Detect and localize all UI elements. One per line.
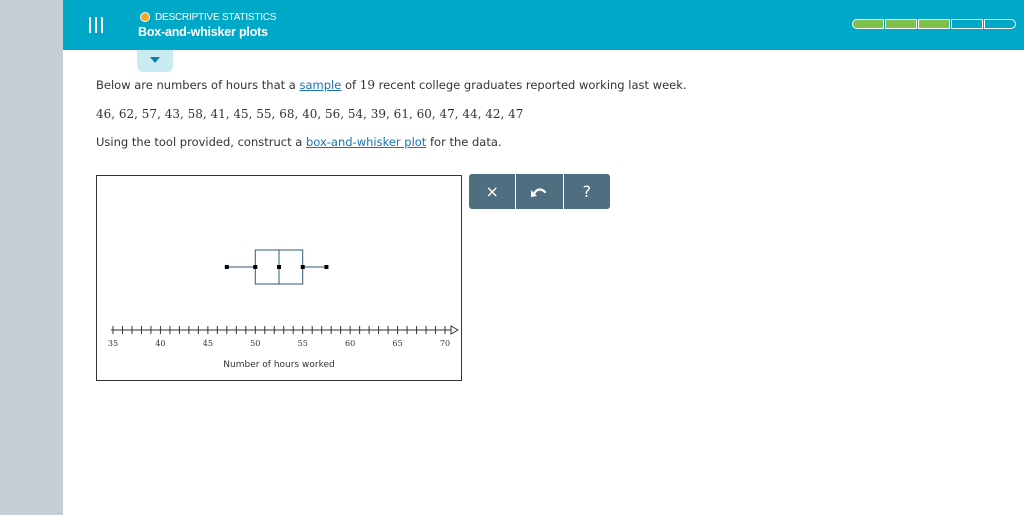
min-handle[interactable] (225, 265, 229, 269)
sample-link[interactable]: sample (299, 78, 342, 92)
progress-segment (951, 19, 983, 29)
tick-label: 35 (107, 339, 119, 348)
progress-segment (852, 19, 884, 29)
progress-segment (918, 19, 950, 29)
tool-buttons (469, 174, 610, 209)
hamburger-icon (89, 17, 91, 33)
problem-statement: Below are numbers of hours that a sample of 19 recent college graduates reported working last week. (96, 78, 687, 92)
instruction-text: Using the tool provided, construct a box-and-whisker plot for the data. (96, 135, 502, 149)
box-plot-canvas[interactable] (97, 176, 461, 380)
clear-button[interactable]: × (469, 174, 516, 209)
chevron-down-icon (150, 57, 160, 63)
topic-status-dot-icon (140, 12, 150, 22)
topic-label: DESCRIPTIVE STATISTICS (155, 11, 277, 23)
q3-handle[interactable] (301, 265, 305, 269)
x-axis-label: Number of hours worked (223, 360, 335, 370)
box-and-whisker-plot-link[interactable]: box-and-whisker plot (305, 135, 427, 149)
axis-arrow-icon (451, 326, 458, 334)
header-bar (63, 0, 1024, 50)
tick-label: 45 (202, 339, 213, 348)
tick-label: 50 (250, 339, 261, 348)
median-handle[interactable] (277, 265, 281, 269)
progress-segment (984, 19, 1016, 29)
data-values: 46, 62, 57, 43, 58, 41, 45, 55, 68, 40, 56, 54, 39, 61, 60, 47, 44, 42, 47 (96, 107, 524, 121)
help-button[interactable]: ? (564, 174, 610, 209)
progress-segment (885, 19, 917, 29)
lesson-title: Box-and-whisker plots (138, 25, 268, 39)
tick-label: 40 (155, 339, 166, 348)
progress-bar (852, 19, 1016, 29)
undo-button[interactable] (516, 174, 563, 209)
q1-handle[interactable] (253, 265, 257, 269)
tick-label: 55 (297, 339, 308, 348)
graphing-tool[interactable] (96, 175, 462, 381)
hamburger-menu-button[interactable] (84, 15, 108, 35)
tick-label: 60 (345, 339, 356, 348)
tick-label: 70 (439, 339, 451, 348)
max-handle[interactable] (324, 265, 328, 269)
undo-arrow-icon (530, 185, 548, 199)
collapse-toggle-button[interactable] (137, 50, 173, 72)
topic-line (140, 10, 276, 24)
tick-label: 65 (392, 339, 403, 348)
sample-size: 19 (359, 78, 375, 92)
left-rail (0, 0, 63, 515)
